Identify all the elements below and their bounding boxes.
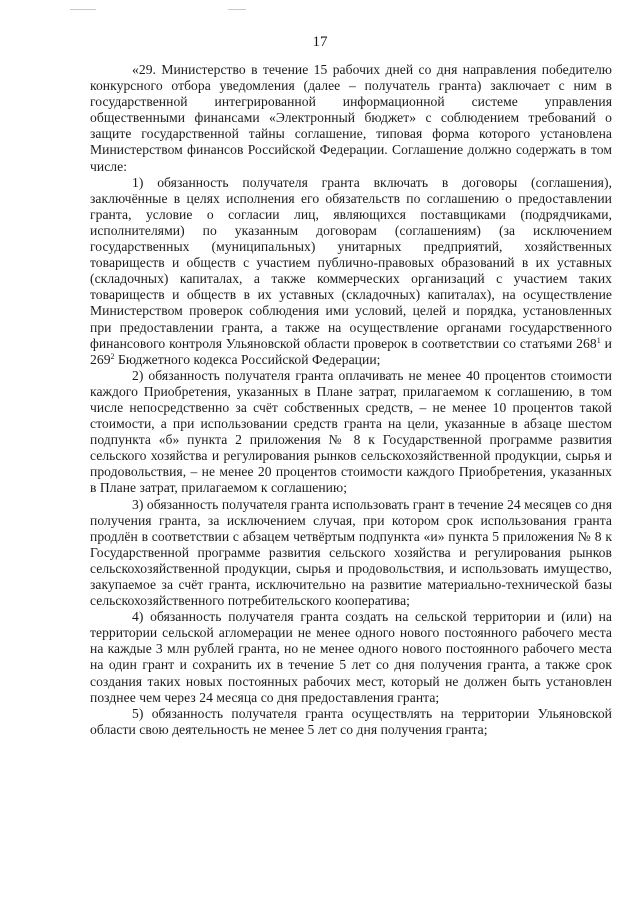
superscript-1: 1	[596, 335, 601, 345]
scan-edge-mark-left	[70, 9, 96, 10]
document-body	[90, 62, 612, 738]
intro-paragraph: «29. Министерство в течение 15 рабочих дней со дня направления победителю конкурсного отбора уведомления (далее – получатель гранта) заключает с ним в государственной интегрированной информационной системе управления общественными финансами «Электронный бюджет» с соблюдением требований о защите государственной тайны соглашение, типовая форма которого установлена Министерством финансов Российской Федерации. Соглашение должно содержать в том числе:	[90, 62, 612, 174]
list-item-5: 5) обязанность получателя гранта осуществлять на территории Ульяновской области свою деятельность не менее 5 лет со дня получения гранта;	[90, 705, 612, 737]
scan-edge-mark-center	[228, 9, 246, 10]
list-item-4: 4) обязанность получателя гранта создать на сельской территории и (или) на территории сельской агломерации не менее одного нового постоянного рабочего места на каждые 3 млн рублей гранта, но не менее одного нового постоянного рабочего места на один грант и сохранить их в течение 5 лет со дня получения гранта, а также срок создания таких новых постоянных рабочих мест, который не должен быть установлен позднее чем через 24 месяца со дня предоставления гранта;	[90, 609, 612, 705]
list-item-1-text: 1) обязанность получателя гранта включать в договоры (соглашения), заключённые в целях исполнения его обязательств по соглашению о предоставлении гранта, условие о согласии лиц, являющихся поставщиками (подрядчиками, исполнителями) по указанным договорам (соглашениям) (за исключением государственных (муниципальных) унитарных предприятий, хозяйственных товариществ и обществ с участием публично-правовых образований в их уставных (складочных) капиталах, а также коммерческих организаций с участием таких товариществ и обществ в их уставных (складочных) капиталах), на осуществление Министерством проверок соблюдения ими условий, целей и порядка, установленных при предоставлении гранта, а также на осуществление органами государственного финансового контроля Ульяновской области проверок в соответствии со статьями 268	[90, 174, 612, 351]
list-item-3: 3) обязанность получателя гранта использовать грант в течение 24 месяцев со дня получения гранта, за исключением случая, при котором срок использования гранта продлён в соответствии с абзацем четвёртым подпункта «и» пункта 5 приложения № 8 к Государственной программе развития сельского хозяйства и регулирования рынков сельскохозяйственной продукции, сырья и продовольствия, и использовать имущество, закупаемое за счёт гранта, исключительно на развитие материально-технической базы сельскохозяйственного потребительского кооператива;	[90, 496, 612, 609]
list-item-1-end: Бюджетного кодекса Российской Федерации;	[114, 351, 381, 367]
superscript-2: 2	[110, 351, 115, 361]
list-item-2: 2) обязанность получателя гранта оплачивать не менее 40 процентов стоимости каждого Приобретения, указанных в Плане затрат, прилагаемом к соглашению, в том числе непосредственно за счёт собственных средств, – не менее 10 процентов такой стоимости, а при использовании средств гранта на цели, указанные в абзаце шестом подпункта «б» пункта 2 приложения № 8 к Государственной программе развития сельского хозяйства и регулирования рынков сельскохозяйственной продукции, сырья и продовольствия, – не менее 20 процентов стоимости каждого Приобретения, указанных в Плане затрат, прилагаемом к соглашению;	[90, 367, 612, 496]
page-number: 17	[312, 34, 328, 50]
list-item-1-middle: и 269	[90, 335, 612, 367]
list-item-1	[90, 175, 612, 368]
